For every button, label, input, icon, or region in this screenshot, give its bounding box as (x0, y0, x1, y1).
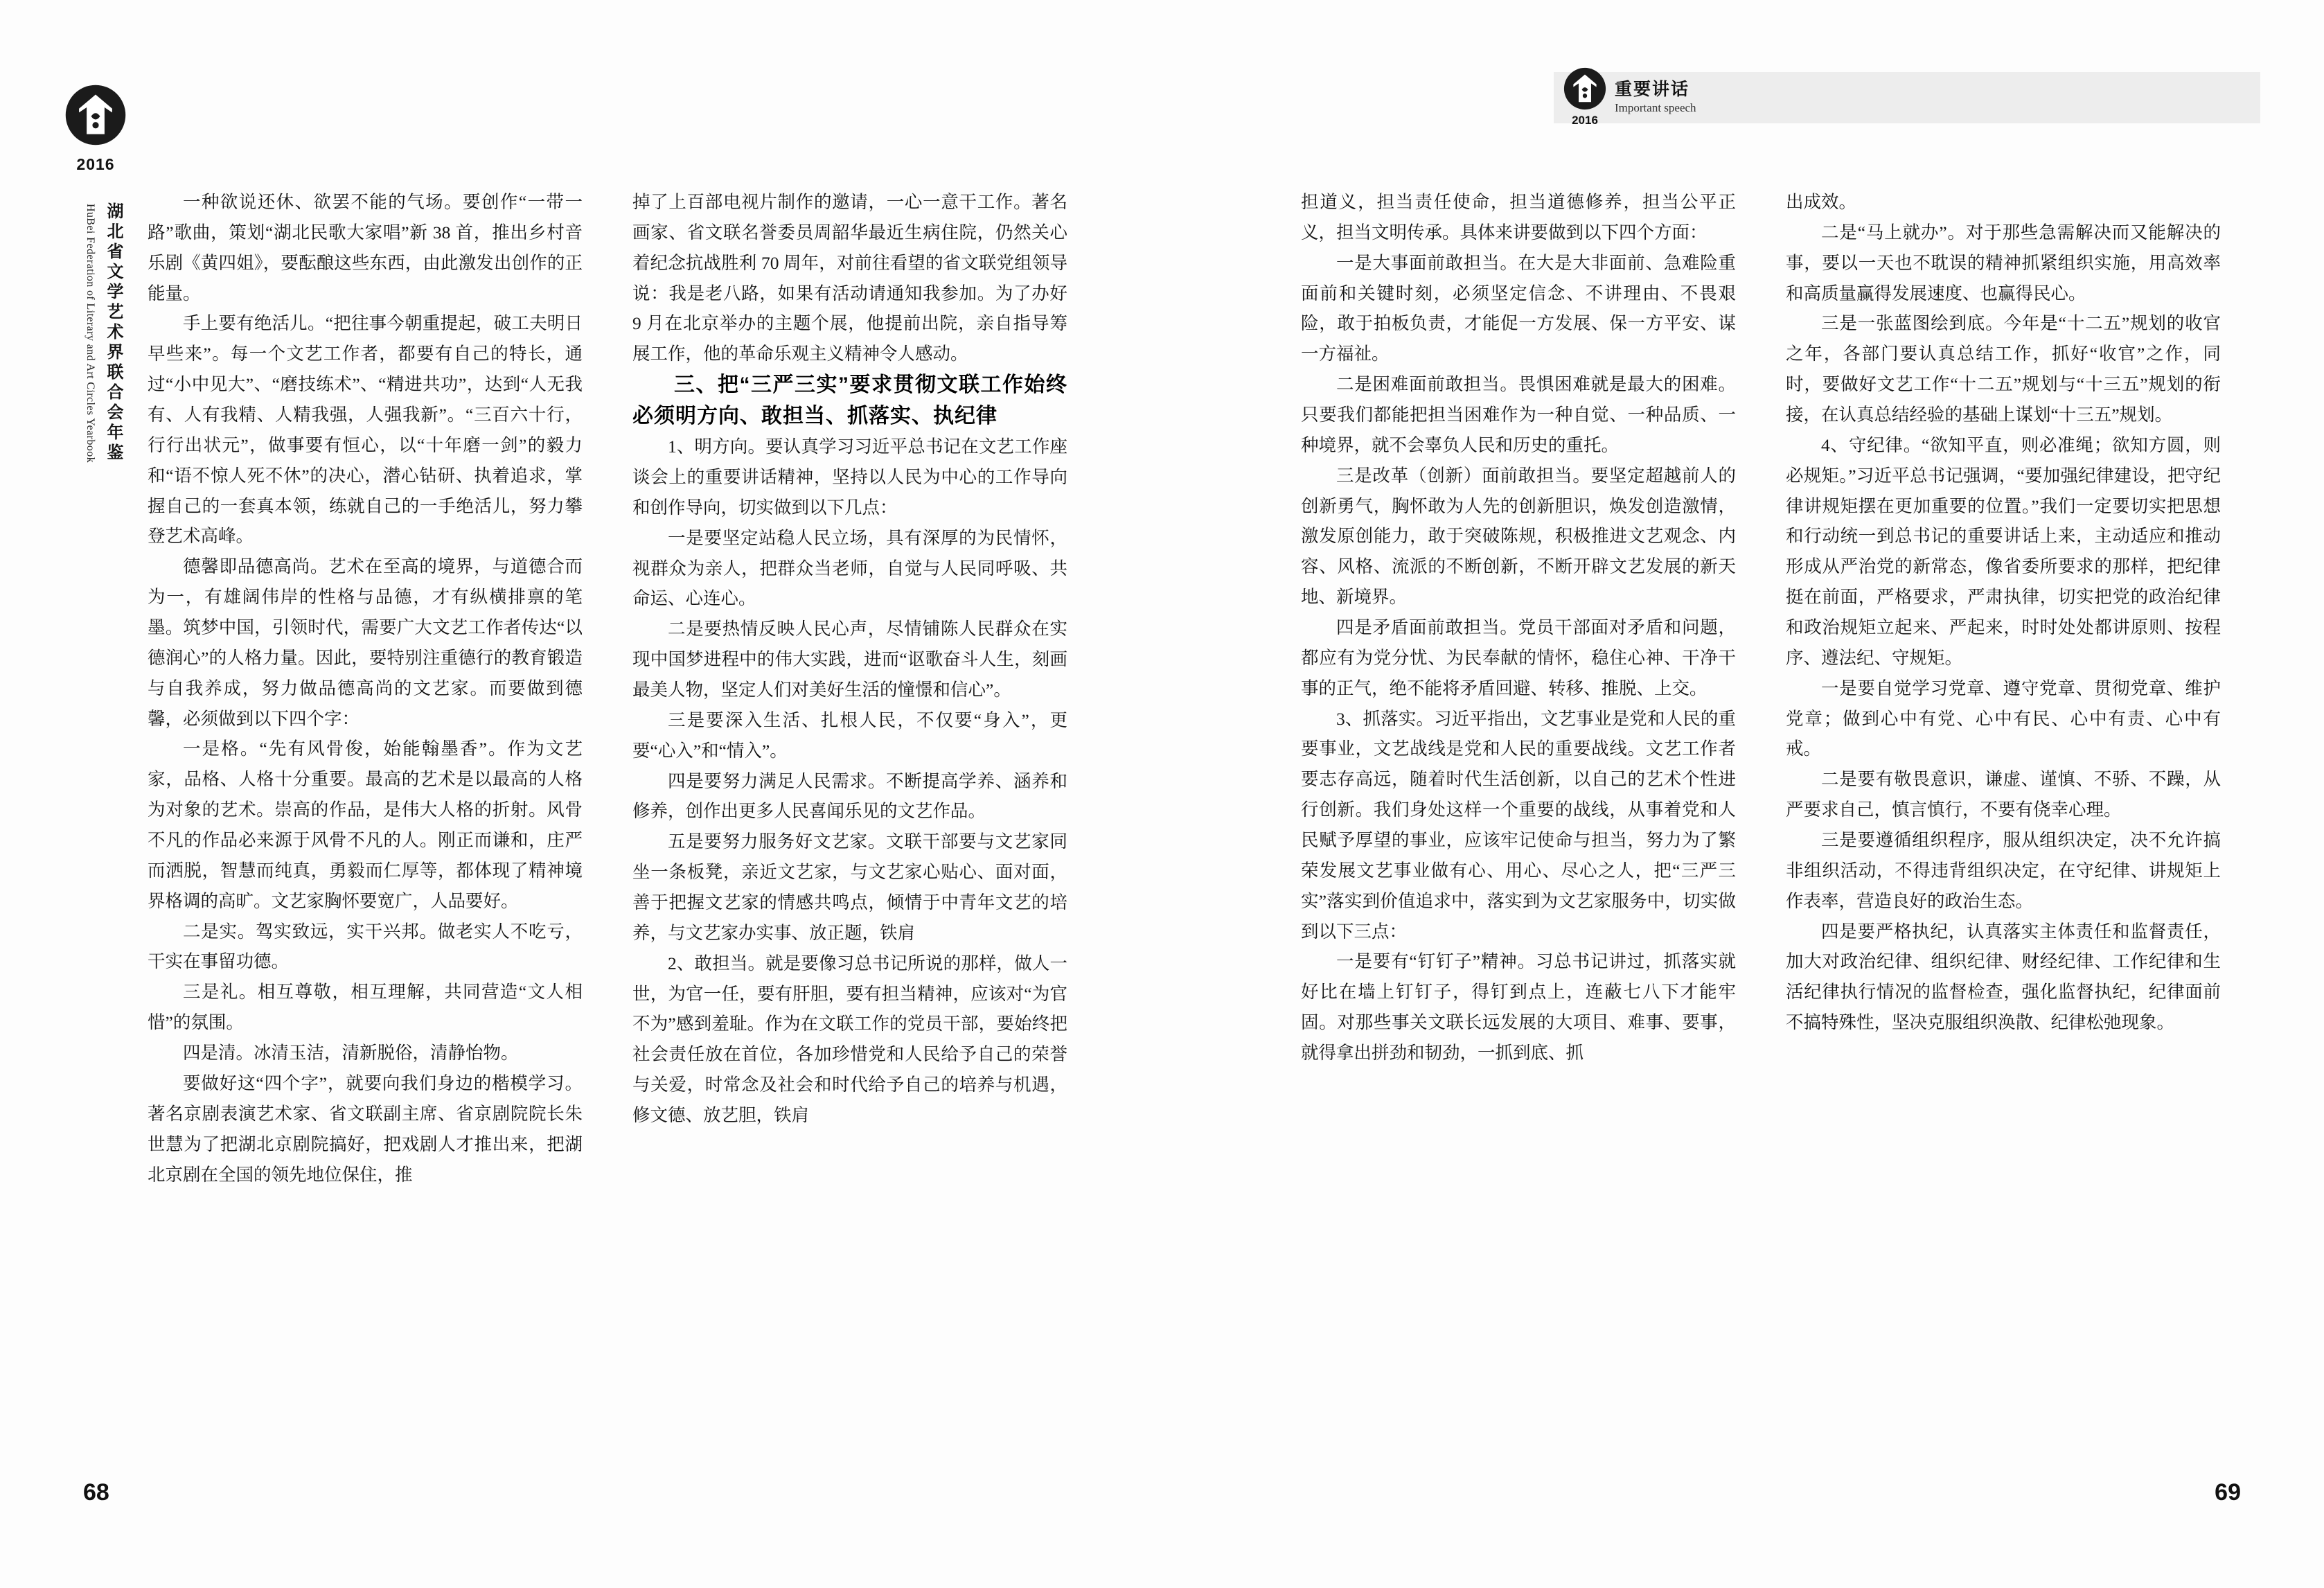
paragraph: 2、敢担当。就是要像习总书记所说的那样，做人一世，为官一任，要有肝胆，要有担当精神，应该对“为官不为”感到羞耻。作为在文联工作的党员干部，要始终把社会责任放在首位，各加珍惜党和人民给予自己的荣誉与关爱，时常念及社会和时代给予自己的培养与机遇，修文德、放艺胆，铁肩 (632, 953, 1067, 1126)
text-column-1 (148, 187, 583, 1190)
running-head-bar (1554, 72, 2260, 127)
text-column-2 (632, 187, 1067, 1131)
paragraph: 三是改革（创新）面前敢担当。要坚定超越前人的创新勇气，胸怀敢为人先的创新胆识，焕发创造激情，激发原创能力，敢于突破陈规，积极推进文艺观念、内容、风格、流派的不断创新，不断开辟文艺发展的新天地、新境界。 (1301, 465, 1736, 608)
paragraph: 四是要努力满足人民需求。不断提高学养、涵养和修养，创作出更多人民喜闻乐见的文艺作品。 (632, 770, 1067, 822)
page-number-right: 69 (2215, 1479, 2241, 1506)
paragraph: 手上要有绝活儿。“把往事今朝重提起，破工夫明日早些来”。每一个文艺工作者，都要有自己的特长，通过“小中见大”、“磨技练术”、“精进共功”，达到“人无我有、人有我精、人精我强，人强我新”。“三百六十行，行行出状元”，做事要有恒心，以“十年磨一剑”的毅力和“语不惊人死不休”的决心，潜心钻研、执着追求，掌握自己的一套真本领，练就自己的一手绝活儿，努力攀登艺术高峰。 (148, 313, 583, 547)
paragraph: 四是清。冰清玉洁，清新脱俗，清静怡物。 (183, 1043, 519, 1064)
federation-logo-icon-small (1563, 67, 1607, 111)
paragraph: 一是要有“钉钉子”精神。习总书记讲过，抓落实就好比在墙上钉钉子，得钉到点上，连蔽七八下才能牢固。对那些事关文联长远发展的大项目、难事、要事，就得拿出拼劲和韧劲，一抓到底、抓 (1301, 951, 1736, 1064)
paragraph: 三是要遵循组织程序，服从组织决定，决不允许搞非组织活动，不得违背组织决定，在守纪律、讲规矩上作表率，营造良好的政治生态。 (1786, 830, 2221, 911)
paragraph: 二是“马上就办”。对于那些急需解决而又能解决的事，要以一天也不耽误的精神抓紧组织实施，用高效率和高质量赢得发展速度、也赢得民心。 (1786, 222, 2221, 303)
logo-year: 2016 (76, 155, 115, 173)
book-spine-title (66, 202, 126, 464)
running-head-year: 2016 (1572, 114, 1598, 127)
book-title-en: HuBei Federation of Literary and Art Circles Yearbook (84, 204, 96, 464)
paragraph: 三是一张蓝图绘到底。今年是“十二五”规划的收官之年，各部门要认真总结工作，抓好“收官”之作，同时，要做好文艺工作“十二五”规划与“十三五”规划的衔接，在认真总结经验的基础上谋划“十三五”规划。 (1786, 313, 2221, 425)
paragraph: 1、明方向。要认真学习习近平总书记在文艺工作座谈会上的重要讲话精神，坚持以人民为中心的工作导向和创作导向，切实做到以下几点： (632, 436, 1067, 518)
paragraph: 四是要严格执纪，认真落实主体责任和监督责任，加大对政治纪律、组织纪律、财经纪律、工作纪律和生活纪律执行情况的监督检查，强化监督执纪，纪律面前不搞特殊性，坚决克服组织涣散、纪律松弛现象。 (1786, 921, 2221, 1033)
running-head-title-en: Important speech (1615, 101, 1696, 115)
text-column-4 (1786, 187, 2221, 1038)
paragraph: 3、抓落实。习近平指出，文艺事业是党和人民的重要事业，文艺战线是党和人民的重要战线。文艺工作者要志存高远，随着时代生活创新，以自己的艺术个性进行创新。我们身处这样一个重要的战线，从事着党和人民赋予厚望的事业，应该牢记使命与担当，努力为了繁荣发展文艺事业做有心、用心、尽心之人，把“三严三实”落实到价值追求中，落实到为文艺家服务中，切实做到以下三点： (1301, 708, 1736, 942)
paragraph: 三是要深入生活、扎根人民，不仅要“身入”，更要“心入”和“情入”。 (632, 709, 1067, 761)
running-head-logo-block (1554, 67, 1616, 127)
paragraph: 德馨即品德高尚。艺术在至高的境界，与道德合而为一，有雄阔伟岸的性格与品德，才有纵横排禀的笔墨。筑梦中国，引领时代，需要广大文艺工作者传达“以德润心”的人格力量。因此，要特别注重德行的教育锻造与自我养成，努力做品德高尚的文艺家。而要做到德馨，必须做到以下四个字： (148, 556, 583, 729)
paragraph: 四是矛盾面前敢担当。党员干部面对矛盾和问题，都应有为党分忧、为民奉献的情怀，稳住心神、干净干事的正气，绝不能将矛盾回避、转移、推脱、上交。 (1301, 617, 1736, 698)
paragraph: 二是实。驾实致远，实干兴邦。做老实人不吃亏，干实在事留功德。 (148, 921, 583, 972)
paragraph: 担道义，担当责任使命，担当道德修养，担当公平正义，担当文明传承。具体来讲要做到以下四个方面： (1301, 192, 1736, 242)
paragraph: 二是困难面前敢担当。畏惧困难就是最大的困难。只要我们都能把担当困难作为一种自觉、一种品质、一种境界，就不会辜负人民和历史的重托。 (1301, 374, 1736, 455)
paragraph: 一是要自觉学习党章、遵守党章、贯彻党章、维护党章；做到心中有党、心中有民、心中有责、心中有戒。 (1786, 678, 2221, 759)
paragraph: 一是大事面前敢担当。在大是大非面前、急难险重面前和关键时刻，必须坚定信念、不讲理由、不畏艰险，敢于拍板负责，才能促一方发展、保一方平安、谋一方福祉。 (1301, 252, 1736, 364)
book-title-cn: 湖北省文学艺术界联合会年鉴 (104, 202, 123, 464)
paragraph: 一是格。“先有风骨俊，始能翰墨香”。作为文艺家，品格、人格十分重要。最高的艺术是以最高的人格为对象的艺术。崇高的作品，是伟大人格的折射。风骨不凡的作品必来源于风骨不凡的人。刚正而谦和，庄严而洒脱，智慧而纯真，勇毅而仁厚等，都体现了精神境界格调的高旷。文艺家胸怀要宽广，人品要好。 (148, 739, 583, 911)
paragraph: 掉了上百部电视片制作的邀请，一心一意干工作。著名画家、省文联名誉委员周韶华最近生病住院，仍然关心着纪念抗战胜利 70 周年，对前往看望的省文联党组领导说：我是老八路，如果有活动请通知我参加。为了办好 9 月在北京举办的主题个展，他提前出院，亲自指导筹展工作，他的革命乐观主义精神令人感动。 (632, 192, 1067, 364)
running-head-title-cn: 重要讲话 (1615, 79, 1690, 99)
paragraph: 三是礼。相互尊敬，相互理解，共同营造“文人相惜”的氛围。 (148, 982, 583, 1033)
paragraph: 出成效。 (1786, 192, 1857, 212)
paragraph: 一种欲说还休、欲罢不能的气场。要创作“一带一路”歌曲，策划“湖北民歌大家唱”新 38 首，推出乡村音乐剧《黄四姐》，要酝酿这些东西，由此激发出创作的正能量。 (148, 192, 583, 303)
paragraph: 二是要热情反映人民心声，尽情铺陈人民群众在实现中国梦进程中的伟大实践，进而“讴歌奋斗人生，刻画最美人物，坚定人们对美好生活的憧憬和信心”。 (632, 619, 1067, 700)
paragraph: 要做好这“四个字”，就要向我们身边的楷模学习。著名京剧表演艺术家、省文联副主席、省京剧院院长朱世慧为了把湖北京剧院搞好，把戏剧人才推出来，把湖北京剧在全国的领先地位保住，推 (148, 1073, 583, 1185)
page-number-left: 68 (83, 1479, 109, 1506)
paragraph: 一是要坚定站稳人民立场，具有深厚的为民情怀，视群众为亲人，把群众当老师，自觉与人民同呼吸、共命运、心连心。 (632, 527, 1067, 609)
text-column-3 (1301, 187, 1736, 1068)
running-head (1554, 72, 2260, 127)
paragraph: 二是要有敬畏意识，谦虚、谨慎、不骄、不躁，从严要求自己，慎言慎行，不要有侥幸心理。 (1786, 769, 2221, 820)
section-heading: 三、把“三严三实”要求贯彻文联工作始终必须明方向、敢担当、抓落实、执纪律 (632, 373, 1067, 428)
paragraph: 4、守纪律。“欲知平直，则必准绳；欲知方圆，则必规矩。”习近平总书记强调，“要加强纪律建设，把守纪律讲规矩摆在更加重要的位置。”我们一定要切实把思想和行动统一到总书记的重要讲话上来，主动适应和推动形成从严治党的新常态，像省委所要求的那样，把纪律挺在前面，严格要求，严肃执律，切实把党的政治纪律和政治规矩立起来、严起来，时时处处都讲原则、按程序、遵法纪、守规矩。 (1786, 434, 2221, 668)
federation-logo-icon (64, 83, 127, 147)
paragraph: 五是要努力服务好文艺家。文联干部要与文艺家同坐一条板凳，亲近文艺家，与文艺家心贴心、面对面，善于把握文艺家的情感共鸣点，倾情于中青年文艺的培养，与文艺家办实事、放正题，铁肩 (632, 831, 1067, 943)
book-logo-block (54, 83, 137, 174)
